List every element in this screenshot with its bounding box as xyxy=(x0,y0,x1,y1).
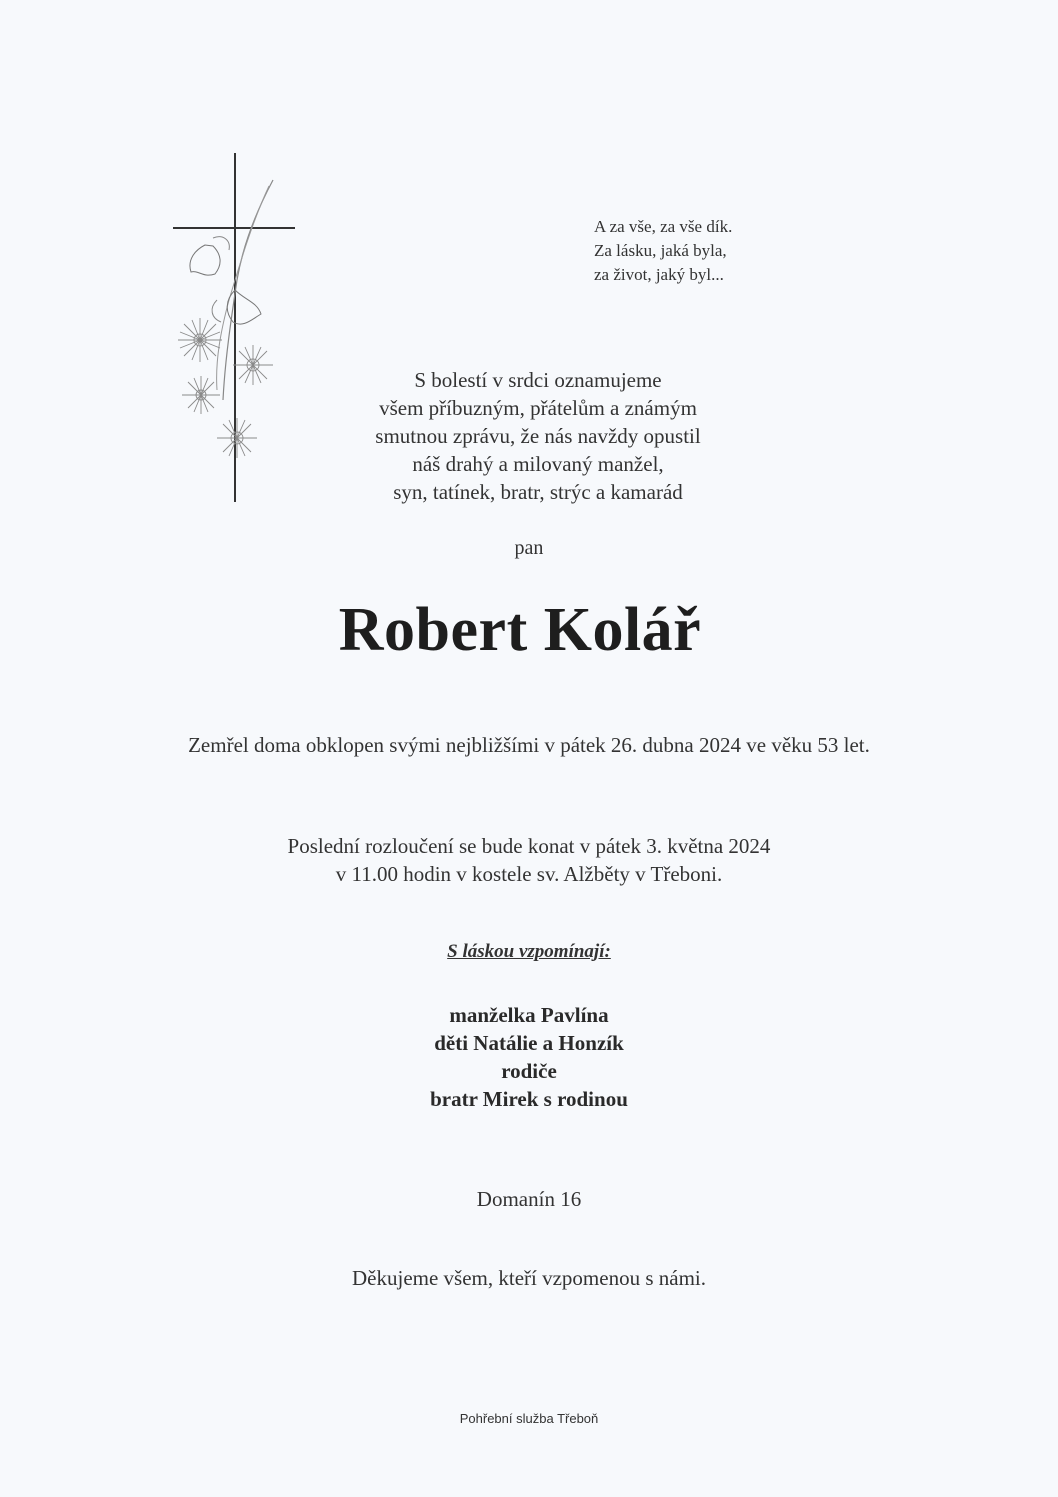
family-member: rodiče xyxy=(501,1059,557,1083)
ceremony-line: Poslední rozloučení se bude konat v pátek 3. května 2024 xyxy=(287,834,771,858)
family-member: děti Natálie a Honzík xyxy=(434,1031,624,1055)
ceremony-line: v 11.00 hodin v kostele sv. Alžběty v Třeboni. xyxy=(335,862,723,886)
poem-line: za život, jaký byl... xyxy=(594,265,724,284)
announcement-line: náš drahý a milovaný manžel, xyxy=(412,452,664,476)
death-notice: Zemřel doma obklopen svými nejbližšími v pátek 26. dubna 2024 ve věku 53 let. xyxy=(188,733,870,757)
thanks-message: Děkujeme všem, kteří vzpomenou s námi. xyxy=(352,1266,706,1290)
announcement xyxy=(138,366,938,506)
poem xyxy=(594,215,834,287)
announcement-line: syn, tatínek, bratr, strýc a kamarád xyxy=(393,480,683,504)
deceased-name: Robert Kolář xyxy=(338,596,702,664)
poem-line: Za lásku, jaká byla, xyxy=(594,241,727,260)
family-member: bratr Mirek s rodinou xyxy=(430,1087,628,1111)
ceremony-info xyxy=(0,832,1058,888)
family-list xyxy=(0,1001,1058,1113)
announcement-line: všem příbuzným, přátelům a známým xyxy=(379,396,697,420)
family-member: manželka Pavlína xyxy=(449,1003,609,1027)
title-prefix: pan xyxy=(514,537,544,559)
remembrance-heading: S láskou vzpomínají: xyxy=(447,941,611,962)
announcement-line: S bolestí v srdci oznamujeme xyxy=(414,368,662,392)
funeral-service-footer: Pohřební služba Třeboň xyxy=(459,1411,599,1426)
poem-line: A za vše, za vše dík. xyxy=(594,217,733,236)
address: Domanín 16 xyxy=(476,1187,582,1211)
announcement-line: smutnou zprávu, že nás navždy opustil xyxy=(375,424,701,448)
